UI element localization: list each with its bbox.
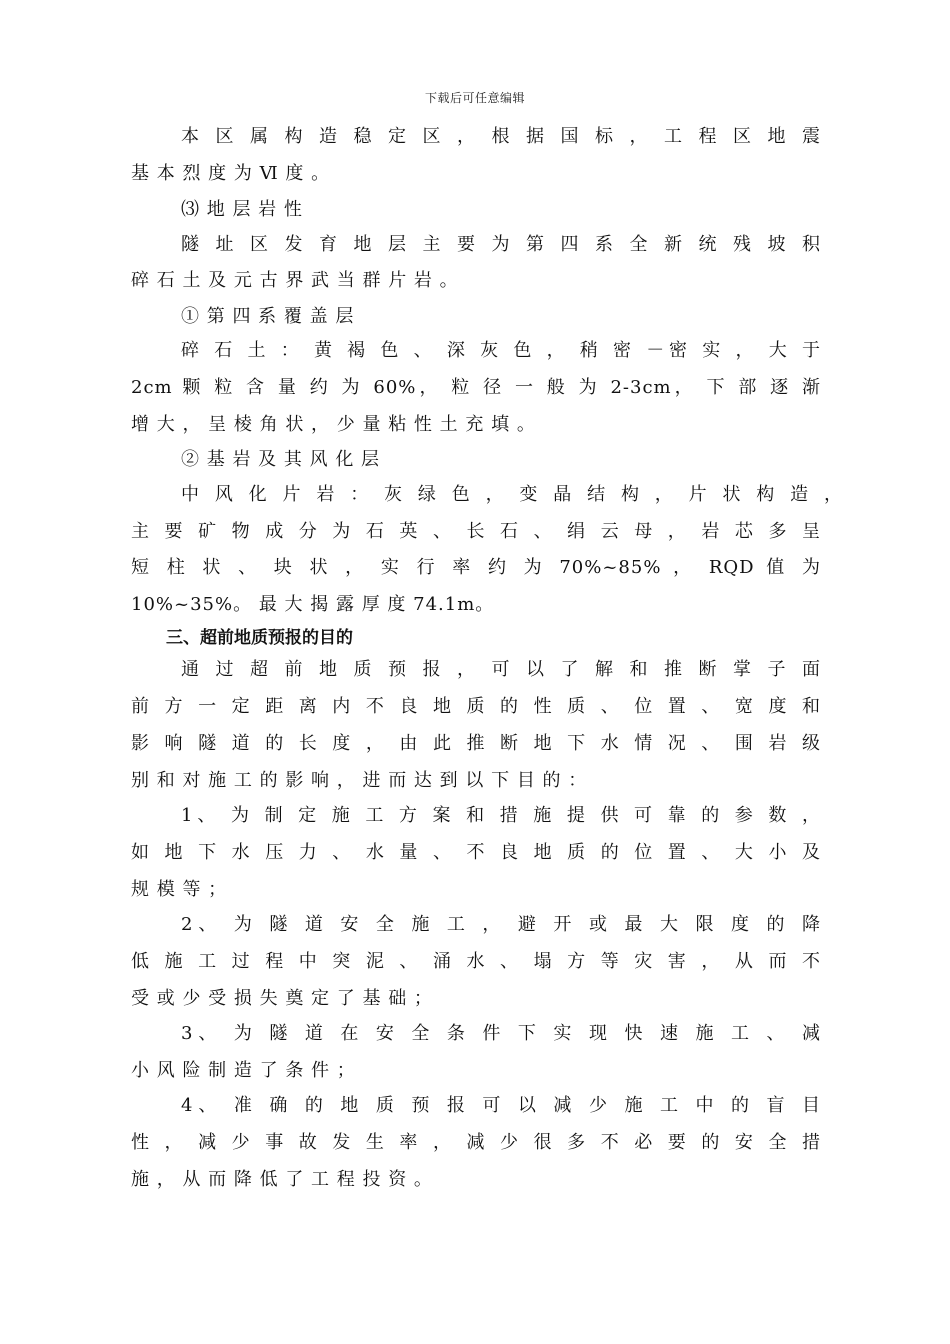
body-line: 别 和 对 施 工 的 影 响 ， 进 而 达 到 以 下 目 的 ： [131, 770, 588, 791]
body-line: 2cm 颗 粒 含 量 约 为 60%， 粒 径 一 般 为 2-3cm， 下 部 逐 渐 [131, 377, 821, 398]
body-line: 低 施 工 过 程 中 突 泥 、 涌 水 、 塌 方 等 灾 害 ， 从 而 不 [131, 951, 821, 972]
list-item-line: 4、 准 确 的 地 质 预 报 可 以 减 少 施 工 中 的 盲 目 [181, 1095, 821, 1116]
page-header: 下载后可任意编辑 [424, 91, 525, 105]
section-subtitle: ① 第 四 系 覆 盖 层 [181, 306, 355, 327]
body-line: 影 响 隧 道 的 长 度 ， 由 此 推 断 地 下 水 情 况 、 围 岩 级 [131, 733, 821, 754]
list-item-line: 1、 为 制 定 施 工 方 案 和 措 施 提 供 可 靠 的 参 数 ， [181, 805, 821, 826]
body-line: 施 ， 从 而 降 低 了 工 程 投 资 。 [131, 1169, 433, 1190]
section-subtitle: ⑶ 地 层 岩 性 [181, 199, 303, 220]
list-item-line: 2、 为 隧 道 安 全 施 工 ， 避 开 或 最 大 限 度 的 降 [181, 914, 821, 935]
body-line: 规 模 等 ； [131, 879, 228, 900]
body-line: 通 过 超 前 地 质 预 报 ， 可 以 了 解 和 推 断 掌 子 面 [181, 659, 821, 680]
body-line: 短 柱 状 、 块 状 ， 实 行 率 约 为 70%~85% ， RQD 值 为 [131, 557, 821, 578]
section-heading: 三、超前地质预报的目的 [166, 628, 353, 648]
body-line: 碎 石 土 及 元 古 界 武 当 群 片 岩 。 [131, 270, 459, 291]
body-line: 如 地 下 水 压 力 、 水 量 、 不 良 地 质 的 位 置 、 大 小 及 [131, 842, 821, 863]
body-line: 受 或 少 受 损 失 奠 定 了 基 础 ； [131, 988, 433, 1009]
body-line: 10%~35%。 最 大 揭 露 厚 度 74.1m。 [131, 594, 495, 615]
body-line: 性 ， 减 少 事 故 发 生 率 ， 减 少 很 多 不 必 要 的 安 全 措 [131, 1132, 821, 1153]
body-line: 中 风 化 片 岩 ： 灰 绿 色 ， 变 晶 结 构 ， 片 状 构 造 ， [181, 484, 843, 505]
body-line: 碎 石 土 ： 黄 褐 色 、 深 灰 色 ， 稍 密 －密 实 ， 大 于 [181, 340, 821, 361]
body-line: 主 要 矿 物 成 分 为 石 英 、 长 石 、 绢 云 母 ， 岩 芯 多 呈 [131, 521, 821, 542]
body-line: 基 本 烈 度 为 Ⅵ 度 。 [131, 163, 331, 184]
body-line: 增 大 ， 呈 棱 角 状 ， 少 量 粘 性 土 充 填 。 [131, 414, 536, 435]
body-line: 隧 址 区 发 育 地 层 主 要 为 第 四 系 全 新 统 残 坡 积 [181, 234, 821, 255]
body-line: 小 风 险 制 造 了 条 件 ； [131, 1060, 356, 1081]
section-subtitle: ② 基 岩 及 其 风 化 层 [181, 449, 381, 470]
body-line: 前 方 一 定 距 离 内 不 良 地 质 的 性 质 、 位 置 、 宽 度 和 [131, 696, 821, 717]
list-item-line: 3、 为 隧 道 在 安 全 条 件 下 实 现 快 速 施 工 、 减 [181, 1023, 821, 1044]
body-line: 本 区 属 构 造 稳 定 区 ， 根 据 国 标 ， 工 程 区 地 震 [181, 126, 821, 147]
